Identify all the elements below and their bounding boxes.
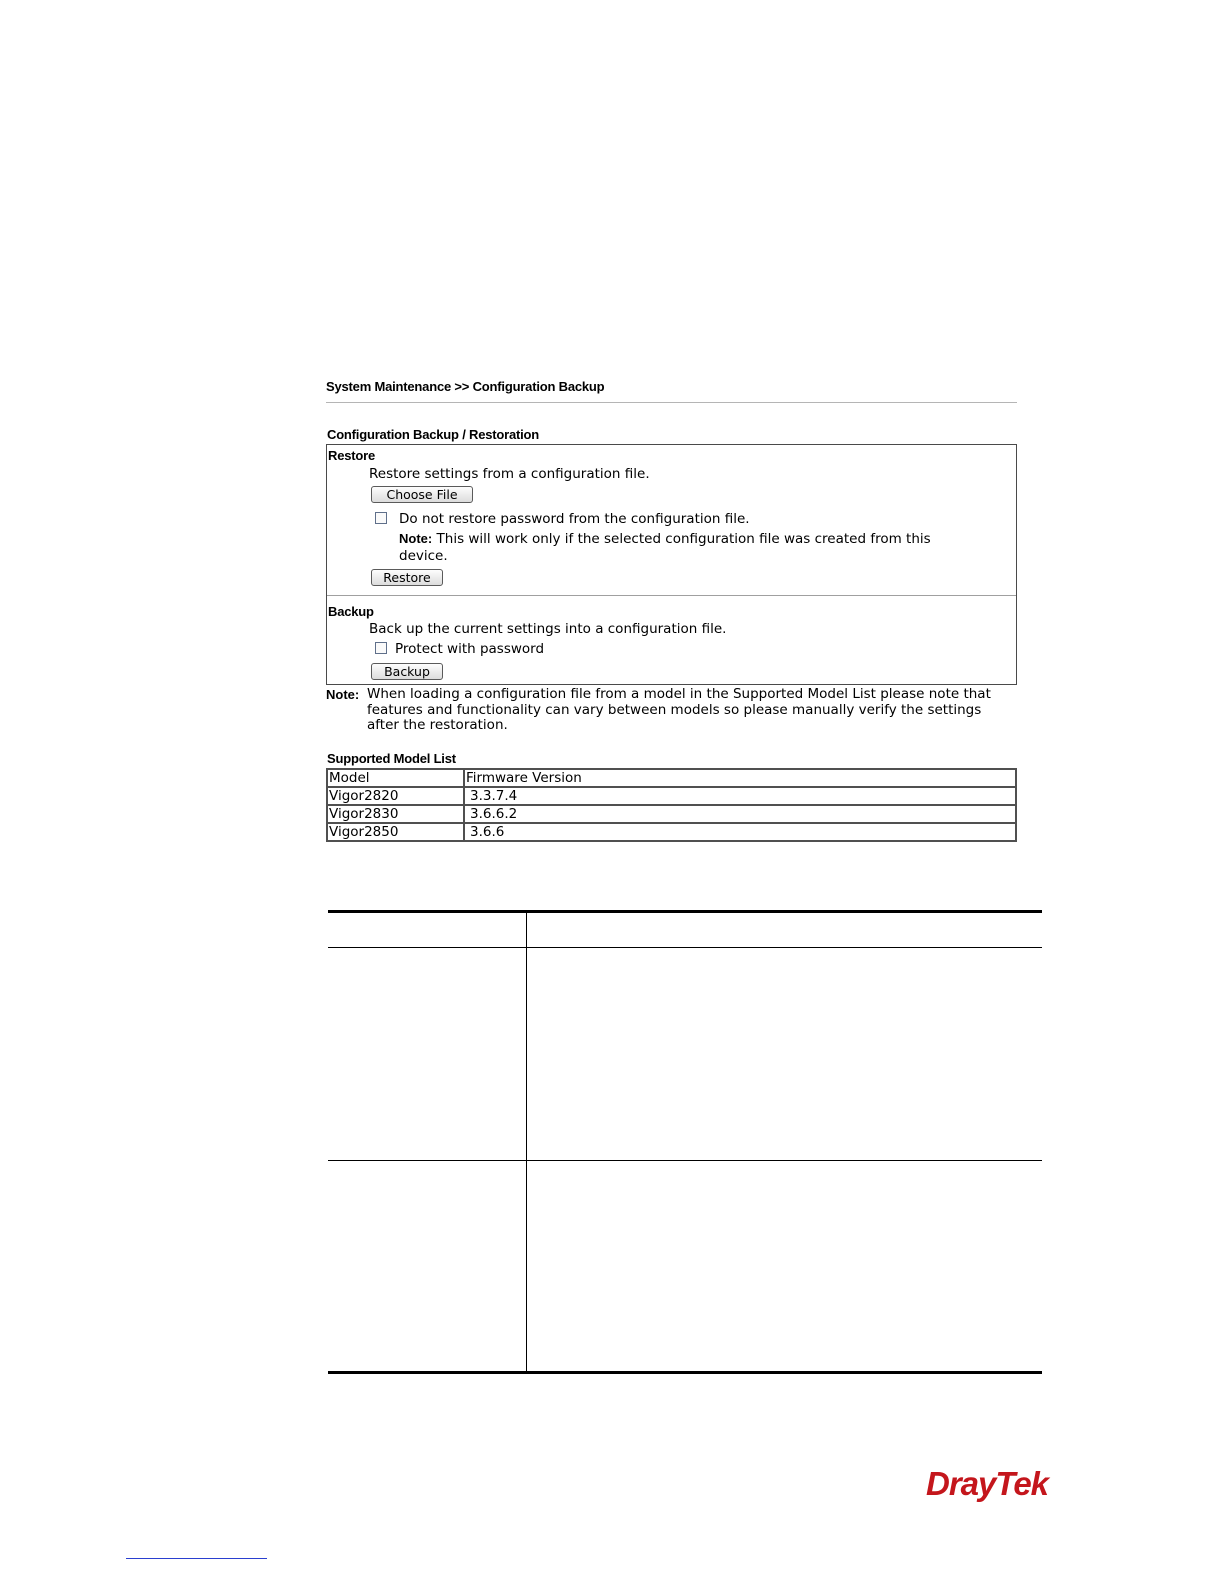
breadcrumb: System Maintenance >> Configuration Backup [326, 379, 605, 394]
table-bottom-rule [328, 1371, 1042, 1374]
restore-header: Restore [328, 448, 376, 463]
note-text: When loading a configuration file from a model in the Supported Model List please note that features and functionality can vary between models so please manually verify the settings after the restoration. [367, 686, 991, 733]
supported-model-table [326, 768, 1017, 842]
restore-note-label: Note: [399, 531, 433, 546]
section-title: Configuration Backup / Restoration [327, 427, 540, 442]
firmware-cell: 3.6.6 [464, 823, 1016, 841]
restore-note-line1: This will work only if the selected configuration file was created from this [436, 531, 931, 547]
breadcrumb-divider [326, 402, 1017, 403]
backup-header: Backup [328, 604, 374, 619]
table-top-rule [328, 910, 1042, 913]
restore-note-line2: device. [399, 547, 448, 564]
table-row [327, 787, 1016, 805]
model-cell: Vigor2830 [327, 805, 464, 823]
draytek-logo: DrayTek [926, 1465, 1049, 1502]
note-label: Note: [326, 687, 360, 702]
table-header-rule [328, 947, 1042, 948]
protect-password-checkbox[interactable] [375, 642, 387, 654]
no-restore-password-label: Do not restore password from the configuration file. [399, 511, 750, 527]
restore-description: Restore settings from a configuration file. [369, 466, 650, 482]
column-header-model: Model [327, 769, 464, 787]
firmware-cell: 3.6.6.2 [464, 805, 1016, 823]
no-restore-password-checkbox[interactable] [375, 512, 387, 524]
firmware-cell: 3.3.7.4 [464, 787, 1016, 805]
restore-button[interactable]: Restore [371, 569, 443, 586]
description-table [328, 910, 1042, 1374]
section-divider [327, 595, 1016, 596]
column-header-firmware: Firmware Version [464, 769, 1016, 787]
table-header-row [327, 769, 1016, 787]
model-cell: Vigor2850 [327, 823, 464, 841]
supported-model-list-title: Supported Model List [327, 751, 456, 766]
choose-file-button[interactable]: Choose File [371, 486, 473, 503]
table-row-divider [328, 1160, 1042, 1161]
model-cell: Vigor2820 [327, 787, 464, 805]
protect-password-label: Protect with password [395, 641, 545, 657]
config-backup-panel [326, 444, 1017, 685]
footer-link-underline [126, 1558, 267, 1559]
table-column-divider [526, 910, 527, 1374]
backup-button[interactable]: Backup [371, 663, 443, 680]
backup-description: Back up the current settings into a configuration file. [369, 621, 727, 637]
table-row [327, 805, 1016, 823]
table-row [327, 823, 1016, 841]
